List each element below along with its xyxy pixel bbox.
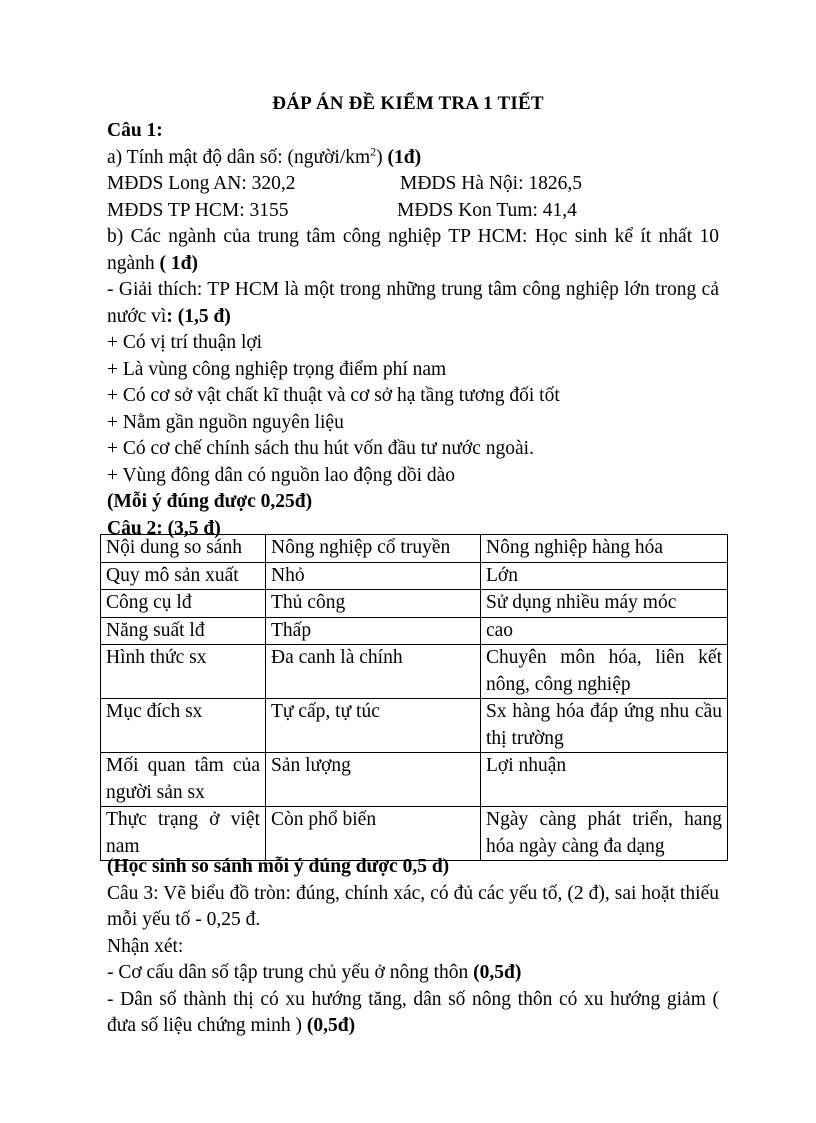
table-cell: Quy mô sản xuất <box>101 562 266 590</box>
page-title: ĐÁP ÁN ĐỀ KIỂM TRA 1 TIẾT <box>272 93 544 114</box>
table-header-row <box>101 535 728 563</box>
density-kon-tum: MĐDS Kon Tum: 41,4 <box>397 199 577 221</box>
question-1-heading: Câu 1: <box>107 120 163 141</box>
table-row <box>101 590 728 618</box>
table-header-cell: Nội dung so sánh <box>101 535 266 563</box>
table-cell: Chuyên môn hóa, liên kết nông, công nghiệp <box>481 645 728 699</box>
table-cell: Mục đích sx <box>101 699 266 753</box>
remark-1: - Cơ cấu dân số tập trung chủ yếu ở nông thôn (0,5đ) <box>107 962 522 983</box>
table-header-cell: Nông nghiệp cổ truyền <box>266 535 481 563</box>
table-row <box>101 753 728 807</box>
reason-item: + Có cơ chế chính sách thu hút vốn đầu tư nước ngoài. <box>107 438 534 459</box>
part-a-line: a) Tính mật độ dân số: $(người/km^2)$ (1đ) <box>107 144 422 168</box>
question-1-section <box>107 118 719 542</box>
remark-2: - Dân số thành thị có xu hướng tăng, dân số nông thôn có xu hướng giảm ( đưa số liệu chứng minh ) (0,5đ) <box>107 988 719 1036</box>
table-cell: Hình thức sx <box>101 645 266 699</box>
explain-paragraph: - Giải thích: TP HCM là một trong những trung tâm công nghiệp lớn trong cả nước vì: (1,5 đ) <box>107 279 719 327</box>
table-cell: Sx hàng hóa đáp ứng nhu cầu thị trường <box>481 699 728 753</box>
table-row <box>101 562 728 590</box>
density-tp-hcm: MĐDS TP HCM: 3155 <box>107 199 289 221</box>
remark-label: Nhận xét: <box>107 935 184 957</box>
reason-item: + Có cơ sở vật chất kĩ thuật và cơ sở hạ tầng tương đối tốt <box>107 385 560 406</box>
question-3-paragraph: Câu 3: Vẽ biểu đồ tròn: đúng, chính xác, có đủ các yếu tố, (2 đ), sai hoặt thiếu mỗi yếu tố - 0,25 đ. <box>107 882 719 930</box>
part-b-points: ( 1đ) <box>159 252 198 274</box>
question-2-note: (Học sinh so sánh mỗi ý đúng được 0,5 đ) <box>107 856 450 877</box>
table-cell: Đa canh là chính <box>266 645 481 699</box>
remark-2-points: (0,5đ) <box>306 1015 356 1036</box>
table-cell: Mối quan tâm của người sản sx <box>101 753 266 807</box>
reason-item: + Nằm gần nguồn nguyên liệu <box>107 411 344 433</box>
reason-item: + Có vị trí thuận lợi <box>107 332 263 353</box>
table-cell: Sử dụng nhiều máy móc <box>481 590 728 618</box>
question-3-section <box>107 854 719 1040</box>
question-1-note: (Mỗi ý đúng được 0,25đ) <box>107 491 313 512</box>
part-a-points: (1đ) <box>387 146 422 168</box>
table-cell: Thủ công <box>266 590 481 618</box>
table-cell: Thấp <box>266 617 481 645</box>
explain-points: : (1,5 đ) <box>166 305 231 327</box>
comparison-table <box>100 534 728 861</box>
table-cell: Còn phổ biến <box>266 807 481 861</box>
part-b-paragraph: b) Các ngành của trung tâm công nghiệp TP HCM: Học sinh kể ít nhất 10 ngành ( 1đ) <box>107 226 719 274</box>
table-cell: Nhỏ <box>266 562 481 590</box>
table-cell: Sản lượng <box>266 753 481 807</box>
table-header-cell: Nông nghiệp hàng hóa <box>481 535 728 563</box>
table-cell: Năng suất lđ <box>101 617 266 645</box>
table-cell: Thực trạng ở việt nam <box>101 807 266 861</box>
density-row-2 <box>107 198 719 225</box>
table-cell: Công cụ lđ <box>101 590 266 618</box>
density-long-an: MĐDS Long AN: 320,2 <box>107 173 296 194</box>
table-cell: Ngày càng phát triển, hang hóa ngày càng đa dạng <box>481 807 728 861</box>
table-cell: Lớn <box>481 562 728 590</box>
table-cell: Tự cấp, tự túc <box>266 699 481 753</box>
table-row <box>101 617 728 645</box>
remark-1-points: (0,5đ) <box>473 962 522 983</box>
table-cell: cao <box>481 617 728 645</box>
table-row <box>101 699 728 753</box>
table-cell: Lợi nhuận <box>481 753 728 807</box>
table-row <box>101 807 728 861</box>
density-ha-noi: MĐDS Hà Nội: 1826,5 <box>400 173 583 194</box>
reason-item: + Vùng đông dân có nguồn lao động dồi dào <box>107 464 456 486</box>
reason-item: + Là vùng công nghiệp trọng điểm phí nam <box>107 358 447 380</box>
superscript-2: 2 <box>370 144 377 158</box>
question-2-heading: Câu 2: (3,5 đ) <box>107 517 221 539</box>
density-row-1 <box>107 171 719 198</box>
table-row <box>101 645 728 699</box>
